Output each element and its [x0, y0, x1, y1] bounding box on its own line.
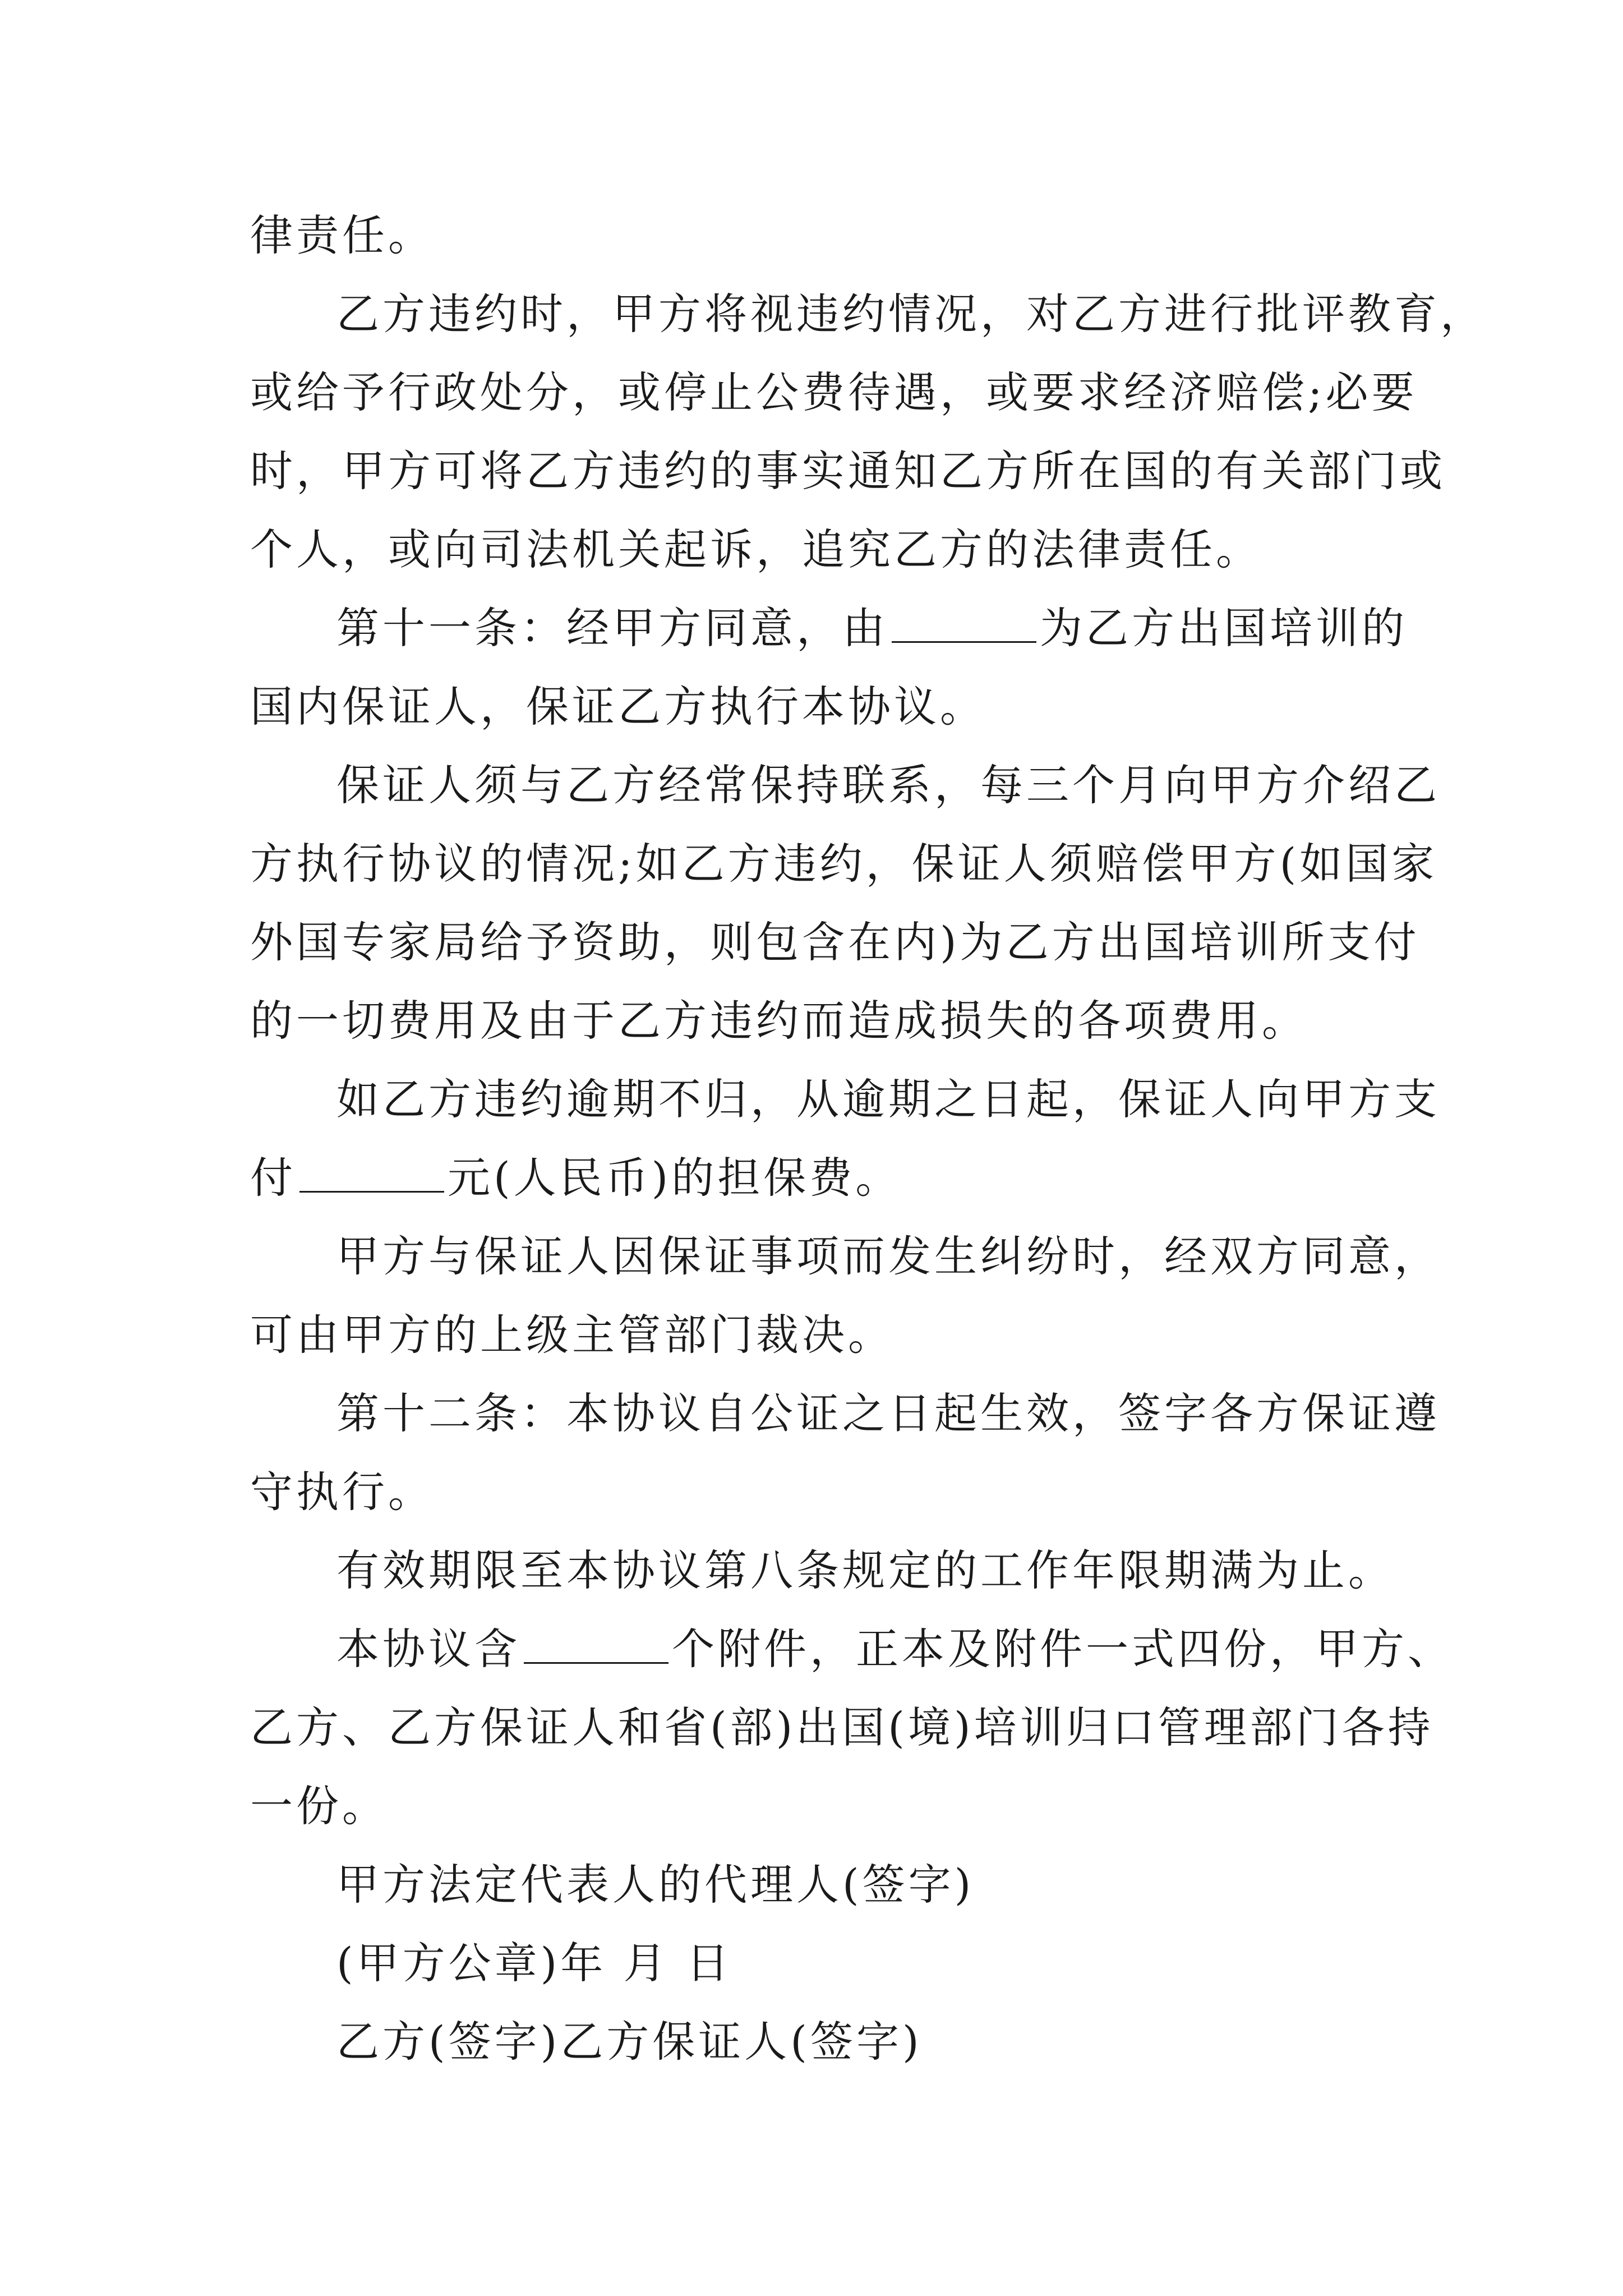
paragraph-line: 个人，或向司法机关起诉，追究乙方的法律责任。 — [250, 524, 1262, 574]
text-segment: 元(人民币)的担保费。 — [448, 1153, 902, 1203]
guarantee-fee-line — [250, 1150, 901, 1206]
paragraph-line: 方执行协议的情况;如乙方违约，保证人须赔偿甲方(如国家 — [250, 839, 1438, 889]
paragraph-line: 有效期限至本协议第八条规定的工作年限期满为止。 — [336, 1545, 1394, 1595]
paragraph-line: 甲方与保证人因保证事项而发生纠纷时，经双方同意， — [336, 1231, 1440, 1281]
paragraph-line: 律责任。 — [250, 210, 434, 260]
paragraph-line: 国内保证人，保证乙方执行本协议。 — [250, 682, 986, 731]
text-segment: 付 — [250, 1153, 296, 1203]
paragraph-line: 第十二条：本协议自公证之日起生效，签字各方保证遵 — [336, 1388, 1440, 1438]
text-segment: 个附件，正本及附件一式四份，甲方、 — [672, 1624, 1454, 1674]
paragraph-line: 如乙方违约逾期不归，从逾期之日起，保证人向甲方支 — [336, 1074, 1440, 1124]
text-segment: 为乙方出国培训的 — [1040, 603, 1408, 653]
paragraph-line: 保证人须与乙方经常保持联系，每三个月向甲方介绍乙 — [336, 760, 1440, 810]
paragraph-line: 乙方、乙方保证人和省(部)出国(境)培训归口管理部门各持 — [250, 1703, 1434, 1752]
signature-line-party-a-seal: (甲方公章)年 月 日 — [336, 1938, 732, 1988]
paragraph-line: 一份。 — [250, 1781, 388, 1831]
paragraph-line: 或给予行政处分，或停止公费待遇，或要求经济赔偿;必要 — [250, 367, 1418, 417]
paragraph-line: 守执行。 — [250, 1467, 434, 1517]
paragraph-line: 的一切费用及由于乙方违约而造成损失的各项费用。 — [250, 996, 1308, 1046]
paragraph-line: 可由甲方的上级主管部门裁决。 — [250, 1310, 894, 1360]
signature-line-party-a-agent: 甲方法定代表人的代理人(签字) — [336, 1860, 975, 1910]
fill-in-blank — [524, 1628, 668, 1664]
paragraph-line: 乙方违约时，甲方将视违约情况，对乙方进行批评教育， — [336, 289, 1486, 339]
paragraph-line: 外国专家局给予资助，则包含在内)为乙方出国培训所支付 — [250, 917, 1420, 967]
text-segment: 本协议含 — [336, 1624, 520, 1674]
signature-line-party-b: 乙方(签字)乙方保证人(签字) — [336, 2017, 923, 2067]
fill-in-blank — [892, 608, 1036, 643]
text-segment: 第十一条：经甲方同意，由 — [336, 603, 888, 653]
fill-in-blank — [299, 1157, 444, 1193]
attachments-line — [336, 1621, 1454, 1677]
paragraph-line: 时，甲方可将乙方违约的事实通知乙方所在国的有关部门或 — [250, 446, 1446, 496]
article-11-line — [336, 600, 1408, 656]
